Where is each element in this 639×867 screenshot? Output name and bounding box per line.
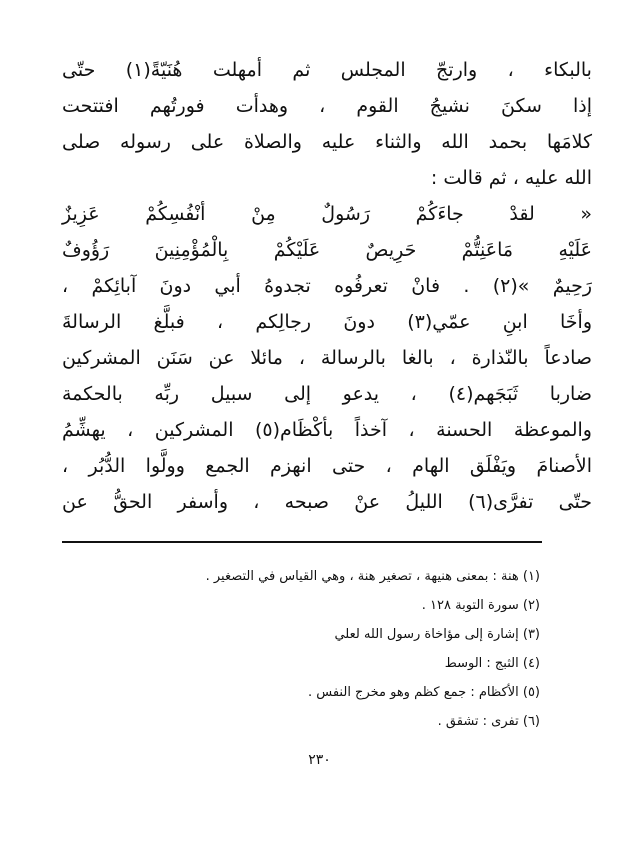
text-line: الأصنامَ ويَفْلَق الهام ، حتى انهزم الجمع وولَّوا الدُّبُر ، <box>62 455 592 477</box>
text-line: الله عليه ، ثم قالت : <box>430 167 592 189</box>
footnote: (٢) سورة التوبة ١٢٨ . <box>421 598 540 613</box>
text-line: حتّى تفرَّى(٦) الليلُ عنْ صبحه ، وأسفر الحقُّ عن <box>62 491 592 513</box>
footnote: (٥) الأكظام : جمع كظم وهو مخرج النفس . <box>308 685 540 700</box>
text-line: ضاربا ثَبَجَهم(٤) ، يدعو إلى سبيل ربِّه بالحكمة <box>62 383 592 405</box>
footnote: (٦) تفرى : تشقق . <box>437 714 540 729</box>
page-number: ٢٣٠ <box>308 752 331 768</box>
text-line: كلامَها بحمد الله والثناء عليه والصلاة على رسوله صلى <box>62 131 592 153</box>
footnotes <box>80 562 540 736</box>
text-line: والموعظة الحسنة ، آخذاً بأكْظَام(٥) المشركين ، يهشِّمُ <box>62 419 592 441</box>
footnote-divider <box>62 541 542 543</box>
text-line: بالبكاء ، وارتجّ المجلس ثم أمهلت هُنَيّةً(١) حتّى <box>62 59 592 81</box>
text-line: عَلَيْهِ مَاعَنِتُّمْ حَرِيصٌ عَلَيْكُمْ بِالْمُؤْمِنِينَ رَؤُوفٌ <box>62 239 592 261</box>
text-line: « لقدْ جاءَكُمْ رَسُولٌ مِنْ أنْفُسِكُمْ عَزِيزٌ <box>62 203 592 225</box>
text-line: صادعاً بالنّذارة ، بالغا بالرسالة ، مائلا عن سَنَن المشركين <box>62 347 592 369</box>
text-line: إذا سكنَ نشيجُ القوم ، وهدأت فورتُهم افتتحت <box>62 95 592 117</box>
text-line: وأخَا ابنِ عمّي(٣) دونَ رجالِكم ، فبلَّغ الرسالةَ <box>62 311 592 333</box>
footnote: (٤) الثبج : الوسط <box>444 656 540 671</box>
footnote: (١) هنة : بمعنى هنيهة ، تصغير هنة ، وهي القياس في التصغير . <box>205 569 540 584</box>
main-text <box>62 52 592 520</box>
text-line: رَحِيمٌ »(٢) . فانْ تعرفُوه تجدوهُ أبي دونَ آبائِكمْ ، <box>62 275 592 297</box>
footnote: (٣) إشارة إلى مؤاخاة رسول الله لعلي <box>334 627 540 642</box>
